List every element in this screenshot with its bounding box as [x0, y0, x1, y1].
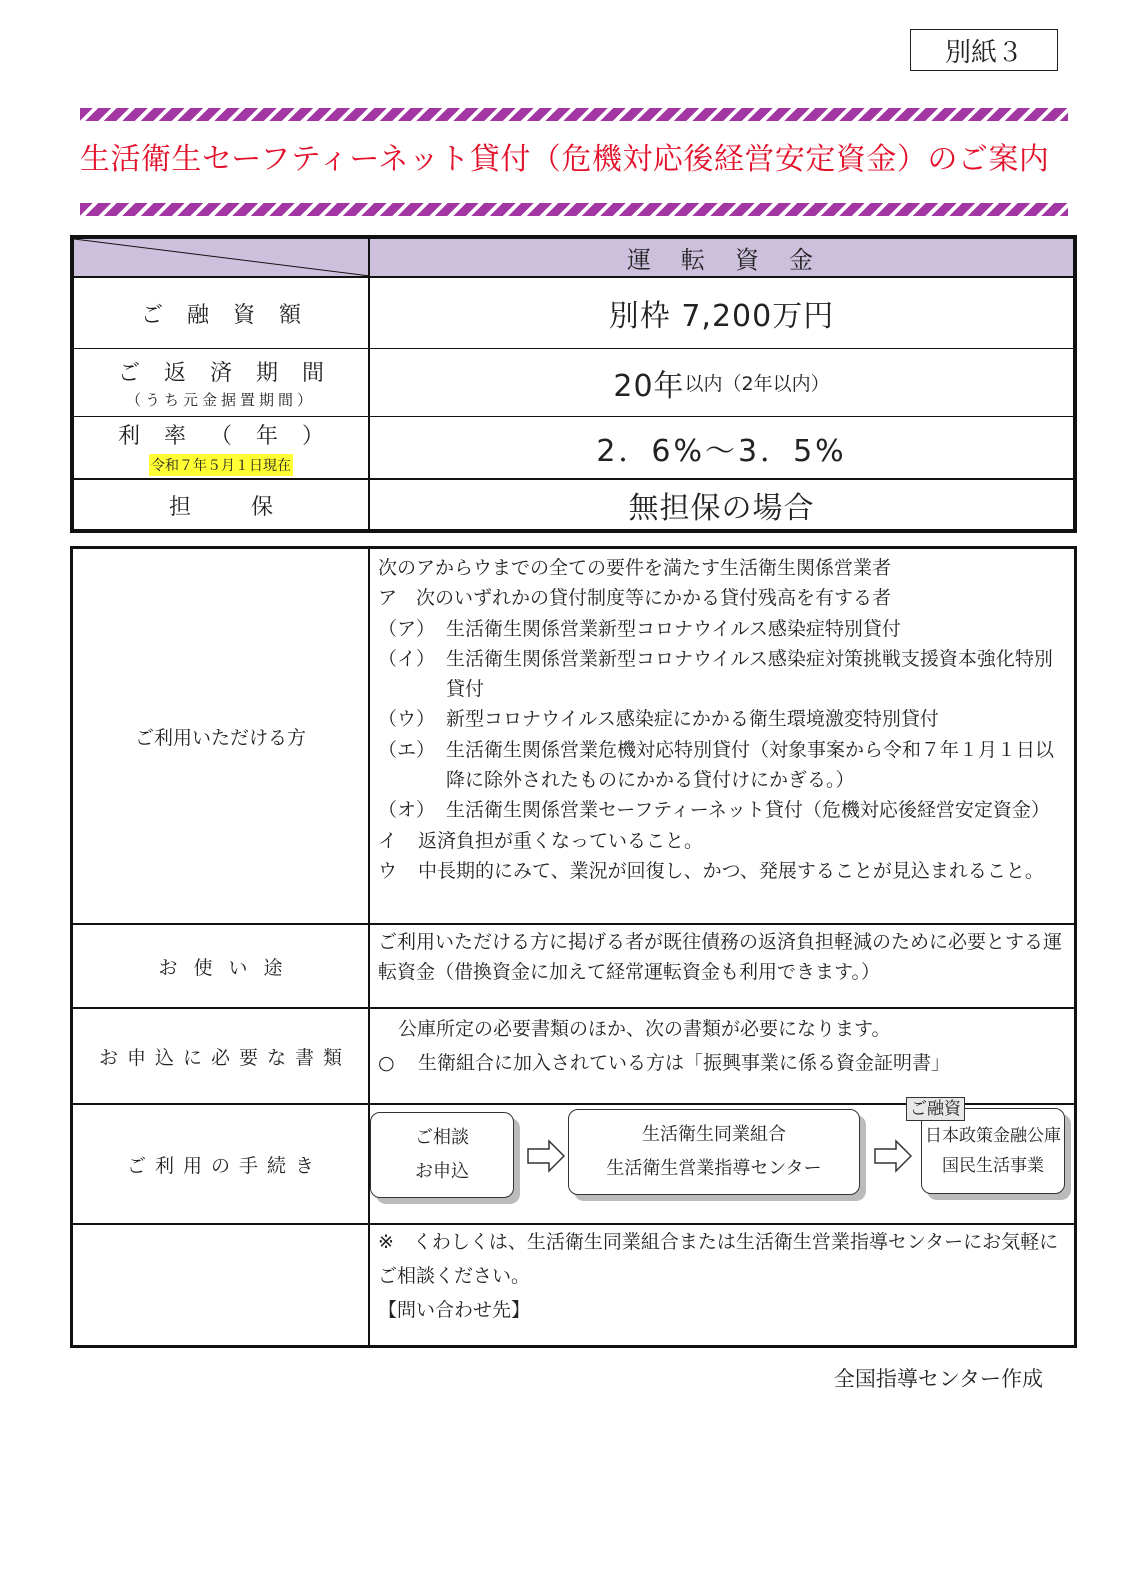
page-title: 生活衛生セーフティーネット貸付（危機対応後経営安定資金）のご案内	[80, 142, 1050, 177]
period-value-rest: 以内（2年以内）	[684, 373, 830, 395]
footer-author: 全国指導センター作成	[833, 1367, 1043, 1391]
item-text: 新型コロナウイルス感染症にかかる衛生環境激変特別貸付	[446, 708, 939, 731]
flow-box-consult	[370, 1112, 514, 1198]
loan-item	[378, 795, 1066, 825]
period-row	[74, 349, 1073, 417]
documents-line: 公庫所定の必要書類のほか、次の書類が必要になります。	[398, 1018, 891, 1040]
loan-item	[378, 704, 1066, 734]
item-mark: （ア）	[378, 617, 436, 640]
documents-content	[370, 1009, 1074, 1103]
flow-text: ご相談	[415, 1127, 469, 1148]
summary-header-row	[74, 239, 1073, 278]
item-mark: （イ）	[378, 647, 436, 670]
item-text: 返済負担が重くなっていること。	[418, 829, 704, 852]
flow-text: 国民生活事業	[942, 1156, 1044, 1176]
collateral-row	[74, 479, 1073, 530]
period-value-main: 20年	[613, 368, 685, 404]
collateral-label: 担保	[168, 494, 333, 520]
eligible-row	[73, 549, 1074, 925]
flow-box-association	[568, 1109, 860, 1195]
loan-tag: ご融資	[906, 1097, 965, 1121]
documents-row	[73, 1009, 1074, 1105]
contact-note: ※ くわしくは、生活衛生同業組合または生活衛生営業指導センターにお気軽にご相談ください。	[378, 1231, 1059, 1287]
rate-row	[74, 417, 1073, 479]
item-text: 中長期的にみて、業況が回復し、かつ、発展することが見込まれること。	[418, 859, 1044, 882]
fund-type-label: 運 転 資 金	[627, 246, 816, 274]
item-text: 生活衛生関係営業新型コロナウイルス感染症対策挑戦支援資本強化特別貸付	[446, 647, 1053, 701]
arrow-right-icon	[527, 1139, 565, 1173]
inquiry-label: 【問い合わせ先】	[378, 1299, 531, 1321]
amount-value: 別枠 7,200万円	[608, 299, 835, 334]
rate-as-of-note: 令和７年５月１日現在	[149, 454, 293, 476]
collateral-value: 無担保の場合	[628, 491, 815, 526]
arrow-right-icon	[874, 1139, 912, 1173]
details-table	[70, 546, 1077, 1348]
documents-line: 生衛組合に加入されている方は「振興事業に係る資金証明書」	[418, 1052, 951, 1074]
usage-row	[73, 925, 1074, 1009]
procedure-label: ご利用の手続き	[126, 1154, 323, 1177]
item-mark: （エ）	[378, 738, 436, 761]
grace-period-label: （うち元金据置期間）	[125, 390, 316, 409]
rate-label: 利率（年）	[117, 424, 348, 449]
item-text: 生活衛生関係営業新型コロナウイルス感染症特別貸付	[446, 617, 901, 640]
diagonal-line	[74, 239, 370, 276]
usage-text: ご利用いただける方に掲げる者が既往債務の返済負担軽減のために必要とする運転資金（借換資金に加えて経常運転資金も利用できます。）	[378, 931, 1063, 984]
procedure-flow	[370, 1099, 1074, 1223]
amount-row	[74, 278, 1073, 349]
period-label: ご返済期間	[117, 360, 348, 386]
attachment-tag: 別紙３	[910, 29, 1058, 71]
contact-label-cell	[73, 1225, 370, 1345]
loan-item	[378, 644, 1066, 705]
flow-text: 生活衛生同業組合	[642, 1124, 786, 1145]
item-text: 生活衛生関係営業セーフティーネット貸付（危機対応後経営安定資金）	[446, 799, 1050, 822]
contact-content	[370, 1225, 1074, 1345]
documents-item	[378, 1046, 1066, 1080]
usage-label: お使い途	[158, 956, 299, 979]
documents-label: お申込に必要な書類	[98, 1046, 351, 1069]
eligible-line: ア 次のいずれかの貸付制度等にかかる貸付残高を有する者	[378, 587, 892, 610]
flow-text: 生活衛生営業指導センター	[606, 1158, 822, 1179]
item-mark: （オ）	[378, 799, 436, 822]
top-stripe	[80, 108, 1068, 121]
bottom-stripe	[80, 203, 1068, 216]
item-mark: ウ	[378, 859, 398, 882]
circle-mark: ○	[378, 1052, 395, 1074]
loan-item	[378, 614, 1066, 644]
eligible-line: 次のアからウまでの全ての要件を満たす生活衛生関係営業者	[378, 557, 892, 579]
item-mark: イ	[378, 829, 398, 852]
eligible-label: ご利用いただける方	[73, 549, 370, 923]
contact-row	[73, 1225, 1074, 1345]
requirement-item	[378, 826, 1066, 856]
requirement-item	[378, 856, 1066, 886]
flow-text: 日本政策金融公庫	[925, 1126, 1061, 1146]
item-mark: （ウ）	[378, 708, 436, 731]
loan-item	[378, 735, 1066, 796]
amount-label: ご融資額	[140, 302, 325, 328]
summary-table	[70, 235, 1077, 533]
header-corner	[74, 239, 370, 276]
flow-text: お申込	[415, 1161, 469, 1182]
rate-value: 2．6%～3．5%	[596, 433, 847, 469]
eligible-content	[370, 549, 1074, 923]
item-text: 生活衛生関係営業危機対応特別貸付（対象事案から令和７年１月１日以降に除外されたものにかかる貸付けにかぎる。）	[446, 738, 1055, 792]
procedure-row	[73, 1099, 1074, 1225]
header-fund-type	[370, 239, 1073, 276]
